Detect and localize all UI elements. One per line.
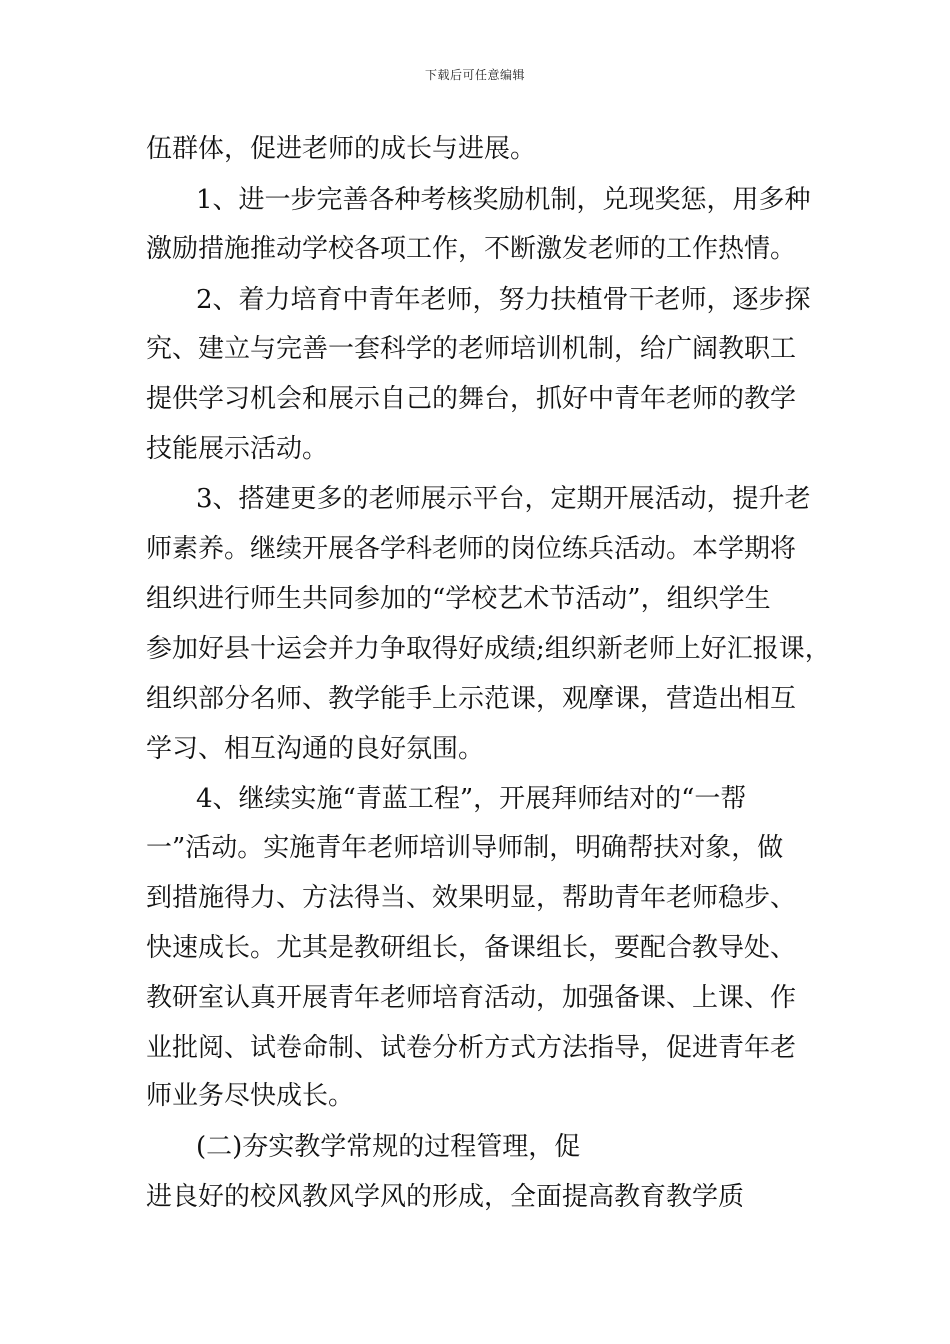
text-line-22: 进良好的校风教风学风的形成，全面提高教育教学质 — [146, 1182, 745, 1212]
text-line-21: (二)夯实教学常规的过程管理，促 — [196, 1132, 581, 1162]
text-line-15: 一”活动。实施青年老师培训导师制，明确帮扶对象，做 — [146, 833, 784, 863]
text-line-10: 组织进行师生共同参加的“学校艺术节活动”，组织学生 — [146, 584, 771, 614]
text-line-13: 学习、相互沟通的良好氛围。 — [146, 734, 485, 764]
text-line-20: 师业务尽快成长。 — [146, 1081, 355, 1111]
text-line-1: 伍群体，促进老师的成长与进展。 — [146, 134, 537, 164]
text-line-19: 业批阅、试卷命制、试卷分析方式方法指导，促进青年老 — [146, 1033, 797, 1063]
text-line-17: 快速成长。尤其是教研组长，备课组长，要配合教导处、 — [146, 933, 797, 963]
text-line-18: 教研室认真开展青年老师培育活动，加强备课、上课、作 — [146, 983, 797, 1013]
text-line-16: 到措施得力、方法得当、效果明显，帮助青年老师稳步、 — [146, 883, 797, 913]
text-line-2: 1、进一步完善各种考核奖励机制，兑现奖惩，用多种 — [196, 185, 811, 215]
page-header: 下载后可任意编辑 — [424, 68, 525, 82]
text-line-6: 提供学习机会和展示自己的舞台，抓好中青年老师的教学 — [146, 384, 797, 414]
text-line-11: 参加好县十运会并力争取得好成绩;组织新老师上好汇报课， — [146, 634, 831, 664]
text-line-9: 师素养。继续开展各学科老师的岗位练兵活动。本学期将 — [146, 534, 797, 564]
text-line-7: 技能展示活动。 — [146, 434, 329, 464]
text-line-4: 2、着力培育中青年老师，努力扶植骨干老师，逐步探 — [196, 285, 811, 315]
text-line-5: 究、建立与完善一套科学的老师培训机制，给广阔教职工 — [146, 334, 797, 364]
text-line-14: 4、继续实施“青蓝工程”，开展拜师结对的“一帮 — [196, 784, 747, 814]
text-line-3: 激励措施推动学校各项工作，不断激发老师的工作热情。 — [146, 234, 797, 264]
text-line-8: 3、搭建更多的老师展示平台，定期开展活动，提升老 — [196, 484, 811, 514]
text-line-12: 组织部分名师、教学能手上示范课，观摩课，营造出相互 — [146, 684, 797, 714]
